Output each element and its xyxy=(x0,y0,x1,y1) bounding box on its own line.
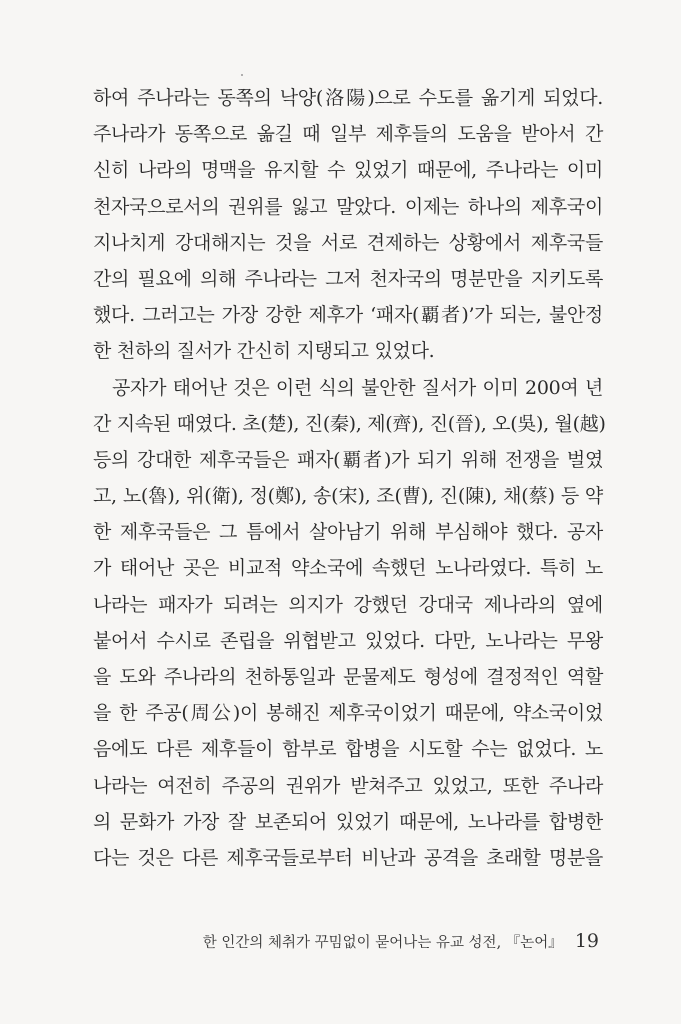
text-line: 간 지속된 때였다. 초(楚), 진(秦), 제(齊), 진(晉), 오(吳), 월(越) xyxy=(93,412,606,435)
text-line: 등의 강대한 제후국들은 패자(覇者)가 되기 위해 전쟁을 벌였 xyxy=(93,448,603,471)
text-line: 다는 것은 다른 제후국들로부터 비난과 공격을 초래할 명분을 xyxy=(93,846,603,869)
page-footer xyxy=(203,930,599,952)
text-line: 하여 주나라는 동쪽의 낙양(洛陽)으로 수도를 옮기게 되었다. xyxy=(93,87,603,109)
text-line: 공자가 태어난 것은 이런 식의 불안한 질서가 이미 200여 년 xyxy=(112,376,603,399)
text-line: 을 한 주공(周公)이 봉해진 제후국이었기 때문에, 약소국이었 xyxy=(93,702,603,725)
text-line: 한 천하의 질서가 간신히 지탱되고 있었다. xyxy=(93,340,435,363)
text-line: 가 태어난 곳은 비교적 약소국에 속했던 노나라였다. 특히 노 xyxy=(93,557,603,580)
text-line: 고, 노(魯), 위(衛), 정(鄭), 송(宋), 조(曹), 진(陳), 채(蔡) 등 약 xyxy=(93,485,603,508)
text-line: 나라는 여전히 주공의 권위가 받쳐주고 있었고, 또한 주나라 xyxy=(93,774,603,797)
text-line: 붙어서 수시로 존립을 위협받고 있었다. 다만, 노나라는 무왕 xyxy=(93,629,603,652)
page-number: 19 xyxy=(574,930,599,952)
body-text xyxy=(93,80,606,876)
text-line: 신히 나라의 명맥을 유지할 수 있었기 때문에, 주나라는 이미 xyxy=(93,159,603,182)
text-line: 지나치게 강대해지는 것을 서로 견제하는 상황에서 제후국들 xyxy=(93,231,603,254)
text-line: 음에도 다른 제후들이 함부로 합병을 시도할 수는 없었다. 노 xyxy=(93,738,603,761)
text-line: 했다. 그러고는 가장 강한 제후가 ‘패자(覇者)’가 되는, 불안정 xyxy=(93,304,603,327)
text-line: 을 도와 주나라의 천하통일과 문물제도 형성에 결정적인 역할 xyxy=(93,666,603,688)
text-line: 간의 필요에 의해 주나라는 그저 천자국의 명분만을 지키도록 xyxy=(93,267,603,290)
text-line: 나라는 패자가 되려는 의지가 강했던 강대국 제나라의 옆에 xyxy=(93,593,603,616)
text-line: 주나라가 동쪽으로 옮길 때 일부 제후들의 도움을 받아서 간 xyxy=(93,123,603,146)
scan-speck xyxy=(241,74,243,76)
text-line: 의 문화가 가장 잘 보존되어 있었기 때문에, 노나라를 합병한 xyxy=(93,810,603,833)
running-title: 한 인간의 체취가 꾸밈없이 묻어나는 유교 성전, 『논어』 xyxy=(202,935,563,951)
text-line: 천자국으로서의 권위를 잃고 말았다. 이제는 하나의 제후국이 xyxy=(93,195,603,218)
text-line: 한 제후국들은 그 틈에서 살아남기 위해 부심해야 했다. 공자 xyxy=(93,521,603,544)
